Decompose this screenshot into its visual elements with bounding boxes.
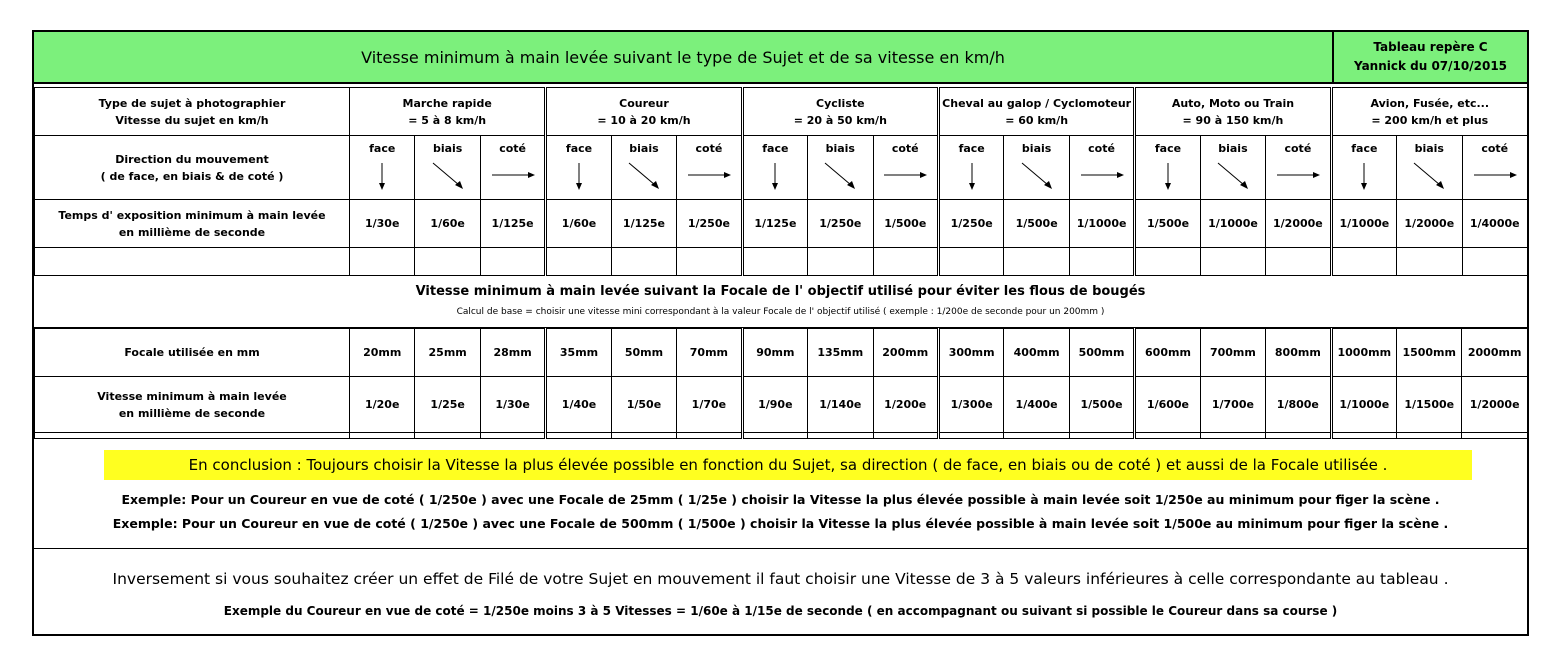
subject-row [35,88,1528,136]
exposure-time-cell: 1/1000e [1069,200,1134,248]
min-speed-label-line2: en millième de seconde [118,406,266,420]
group-name: Coureur [619,96,669,110]
empty-row [35,248,1528,276]
subject-label-line1: Type de sujet à photographier [98,96,286,110]
empty-cell [1266,433,1331,439]
focal-cell: 50mm [611,329,676,377]
focal-cell: 200mm [873,329,938,377]
focal-cell: 400mm [1004,329,1069,377]
empty-cell [611,248,676,276]
empty-cell [350,433,415,439]
direction-cell [611,136,676,200]
group-speed: = 5 à 8 km/h [408,113,487,127]
min-speed-cell: 1/200e [873,377,938,433]
arrow-right-icon [488,161,538,191]
exposure-time-cell: 1/1000e [1200,200,1265,248]
direction-cell [938,136,1003,200]
arrow-down-icon [947,161,997,191]
direction-row [35,136,1528,200]
direction-name: coté [499,142,526,155]
direction-name: coté [1088,142,1115,155]
group-name: Cheval au galop / Cyclomoteur [942,96,1132,110]
empty-cell [1004,248,1069,276]
min-speed-row [35,377,1528,433]
subject-label-line2: Vitesse du sujet en km/h [115,113,269,127]
focal-cell: 70mm [677,329,742,377]
group-header [1135,88,1331,136]
focal-cell: 25mm [415,329,480,377]
direction-cell [415,136,480,200]
direction-name: biais [629,142,659,155]
empty-cell [546,248,611,276]
arrow-diagonal-icon [423,161,473,191]
arrow-right-icon [684,161,734,191]
empty-cell [1462,433,1527,439]
min-speed-cell: 1/25e [415,377,480,433]
arrow-right-icon [880,161,930,191]
direction-name: biais [432,142,463,155]
empty-cell [1397,433,1462,439]
arrow-down-icon [554,161,604,191]
direction-name: face [565,142,593,155]
empty-cell [1135,433,1200,439]
exposure-label-line1: Temps d' exposition minimum à main levée [58,208,326,222]
empty-cell [742,433,807,439]
empty-cell [938,433,1003,439]
exposure-label-line2: en millième de seconde [118,225,266,239]
direction-cell [350,136,415,200]
author-date: Yannick du 07/10/2015 [1353,59,1508,73]
empty-cell [1069,433,1134,439]
focal-cell: 20mm [350,329,415,377]
direction-cell [1266,136,1331,200]
focal-cell: 500mm [1069,329,1134,377]
empty-cell [1200,248,1265,276]
arrow-diagonal-icon [1404,161,1454,191]
arrow-down-icon [1143,161,1193,191]
arrow-right-icon [1077,161,1127,191]
empty-cell [1397,248,1462,276]
focal-section-subtitle: Calcul de base = choisir une vitesse mini correspondant à la valeur Focale de l' objectif utilisé ( exemple : 1/200e de seconde pour un 200mm ) [456,307,1105,317]
empty-cell [611,433,676,439]
inverse-example: Exemple du Coureur en vue de coté = 1/250e moins 3 à 5 Vitesses = 1/60e à 1/15e de seconde ( en accompagnant ou suivant si possible le Coureur dans sa course ) [223,604,1338,618]
focal-cell: 700mm [1200,329,1265,377]
example-line-2: Exemple: Pour un Coureur en vue de coté ( 1/250e ) avec une Focale de 500mm ( 1/500e ) choisir la Vitesse la plus élevée possible à main levée soit 1/500e au minimum pour figer la scène . [112,516,1449,531]
empty-cell [1135,248,1200,276]
min-speed-label [35,377,350,433]
group-speed: = 200 km/h et plus [1371,113,1489,127]
group-name: Marche rapide [402,96,492,110]
direction-name: coté [891,142,919,155]
direction-name: face [1154,142,1182,155]
empty-cell [546,433,611,439]
min-speed-cell: 1/500e [1069,377,1134,433]
min-speed-cell: 1/700e [1200,377,1265,433]
empty-cell [1331,433,1396,439]
group-header [546,88,742,136]
section-divider [34,548,1527,549]
direction-cell [873,136,938,200]
group-speed: = 60 km/h [1005,113,1069,127]
direction-label-line2: ( de face, en biais & de coté ) [100,169,284,183]
group-header [742,88,938,136]
focal-speed-table [34,328,1528,439]
sheet-title: Vitesse minimum à main levée suivant le type de Sujet et de sa vitesse en km/h [34,32,1334,84]
min-speed-cell: 1/50e [611,377,676,433]
arrow-diagonal-icon [1012,161,1062,191]
direction-name: biais [825,142,855,155]
empty-cell [480,248,545,276]
min-speed-cell: 1/2000e [1462,377,1527,433]
direction-name: face [369,142,396,155]
exposure-time-cell: 1/500e [1135,200,1200,248]
group-speed: = 10 à 20 km/h [597,113,691,127]
direction-name: face [762,142,789,155]
direction-cell [1135,136,1200,200]
group-speed: = 90 à 150 km/h [1182,113,1284,127]
empty-cell [808,248,873,276]
exposure-time-label [35,200,350,248]
focal-cell: 800mm [1266,329,1331,377]
group-name: Auto, Moto ou Train [1171,96,1295,110]
exposure-time-cell: 1/1000e [1331,200,1396,248]
arrow-diagonal-icon [815,161,865,191]
min-speed-cell: 1/1000e [1331,377,1396,433]
exposure-time-cell: 1/250e [938,200,1003,248]
empty-cell [677,248,742,276]
focal-row [35,329,1528,377]
focal-cell: 1500mm [1397,329,1462,377]
arrow-diagonal-icon [1208,161,1258,191]
exposure-time-cell: 1/250e [677,200,742,248]
focal-cell: 90mm [742,329,807,377]
min-speed-cell: 1/140e [808,377,873,433]
direction-name: biais [1414,142,1444,155]
empty-cell [35,433,350,439]
exposure-time-cell: 1/4000e [1462,200,1527,248]
direction-cell [1462,136,1527,200]
direction-name: biais [1021,142,1052,155]
subject-speed-table [34,87,1528,276]
reference-label: Tableau repère C [1373,40,1488,54]
empty-cell [1266,248,1331,276]
direction-cell [1200,136,1265,200]
empty-cell [742,248,807,276]
focal-cell: 28mm [480,329,545,377]
exposure-time-cell: 1/125e [742,200,807,248]
empty-cell [938,248,1003,276]
group-header [1331,88,1527,136]
exposure-time-row [35,200,1528,248]
focal-cell: 2000mm [1462,329,1527,377]
direction-cell [480,136,545,200]
min-speed-cell: 1/90e [742,377,807,433]
exposure-time-cell: 1/250e [808,200,873,248]
arrow-down-icon [750,161,800,191]
exposure-time-cell: 1/500e [873,200,938,248]
subject-label [35,88,350,136]
min-speed-cell: 1/30e [480,377,545,433]
speed-reference-sheet [32,30,1529,636]
min-speed-cell: 1/800e [1266,377,1331,433]
empty-cell [873,433,938,439]
empty-cell [415,248,480,276]
direction-label-line1: Direction du mouvement [115,152,269,166]
direction-cell [546,136,611,200]
exposure-time-cell: 1/60e [546,200,611,248]
empty-cell [873,248,938,276]
empty-cell [677,433,742,439]
direction-name: biais [1218,142,1248,155]
min-speed-cell: 1/400e [1004,377,1069,433]
min-speed-cell: 1/1500e [1397,377,1462,433]
exposure-time-cell: 1/125e [480,200,545,248]
group-speed: = 20 à 50 km/h [793,113,887,127]
direction-name: face [1351,142,1378,155]
inverse-advice: Inversement si vous souhaitez créer un effet de Filé de votre Sujet en mouvement il faut choisir une Vitesse de 3 à 5 valeurs inférieures à celle correspondante au tableau . [112,570,1449,588]
example-line-1: Exemple: Pour un Coureur en vue de coté ( 1/250e ) avec une Focale de 25mm ( 1/25e ) choisir la Vitesse la plus élevée possible à main levée soit 1/250e au minimum pour figer la scène . [121,492,1440,507]
empty-cell [1462,248,1527,276]
min-speed-cell: 1/600e [1135,377,1200,433]
arrow-right-icon [1273,161,1323,191]
empty-cell [1331,248,1396,276]
arrow-right-icon [1470,161,1520,191]
exposure-time-cell: 1/125e [611,200,676,248]
conclusion-banner: En conclusion : Toujours choisir la Vitesse la plus élevée possible en fonction du Sujet, sa direction ( de face, en biais ou de coté ) et aussi de la Focale utilisée . [104,450,1472,480]
direction-name: coté [1284,142,1312,155]
focal-section-title: Vitesse minimum à main levée suivant la Focale de l' objectif utilisé pour éviter les flous de bougés [415,284,1146,299]
arrow-down-icon [1339,161,1389,191]
direction-cell [808,136,873,200]
group-header [350,88,546,136]
focal-cell: 35mm [546,329,611,377]
focal-section-heading [34,278,1527,328]
direction-cell [742,136,807,200]
direction-label [35,136,350,200]
arrow-down-icon [357,161,407,191]
sheet-reference [1334,32,1527,84]
group-name: Cycliste [816,96,865,110]
exposure-time-cell: 1/30e [350,200,415,248]
empty-cell [480,433,545,439]
direction-name: coté [1481,142,1509,155]
direction-cell [1069,136,1134,200]
empty-cell [415,433,480,439]
focal-cell: 135mm [808,329,873,377]
direction-name: coté [695,142,723,155]
min-speed-label-line1: Vitesse minimum à main levée [97,389,287,403]
direction-cell [1397,136,1462,200]
min-speed-cell: 1/300e [938,377,1003,433]
exposure-time-cell: 1/2000e [1397,200,1462,248]
direction-cell [677,136,742,200]
empty-cell [35,248,350,276]
direction-cell [1004,136,1069,200]
exposure-time-cell: 1/60e [415,200,480,248]
min-speed-cell: 1/40e [546,377,611,433]
empty-cell [808,433,873,439]
min-speed-cell: 1/20e [350,377,415,433]
direction-cell [1331,136,1396,200]
empty-cell [350,248,415,276]
exposure-time-cell: 1/2000e [1266,200,1331,248]
arrow-diagonal-icon [619,161,669,191]
direction-name: face [958,142,985,155]
empty-cell [1200,433,1265,439]
focal-cell: 1000mm [1331,329,1396,377]
focal-label: Focale utilisée en mm [35,329,350,377]
empty-cell [1069,248,1134,276]
focal-cell: 600mm [1135,329,1200,377]
empty-cell [1004,433,1069,439]
focal-cell: 300mm [938,329,1003,377]
group-name: Avion, Fusée, etc... [1370,96,1490,110]
group-header [938,88,1134,136]
min-speed-cell: 1/70e [677,377,742,433]
empty-row [35,433,1528,439]
exposure-time-cell: 1/500e [1004,200,1069,248]
